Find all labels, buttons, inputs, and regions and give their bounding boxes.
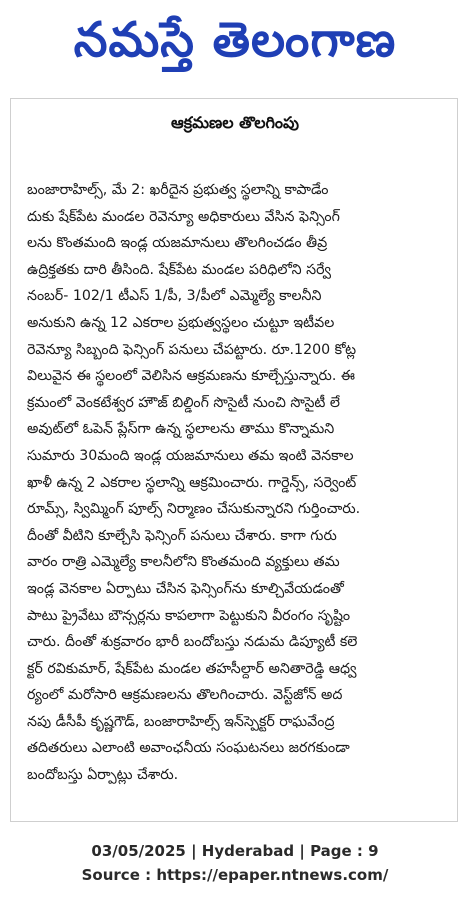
article-line: క్రమంలో వెంకటేశ్వర హౌజ్ బిల్డింగ్ సొసైటీ నుంచి సొసైటీ లే <box>27 394 340 411</box>
article-line: బందోబస్తు ఏర్పాట్లు చేశారు. <box>27 767 179 784</box>
article-line: దుకు షేక్‌పేట మండల రెవెన్యూ అధికారులు వేసిన ఫెన్సింగ్ <box>27 208 340 225</box>
news-clipping <box>10 98 458 822</box>
newspaper-masthead <box>0 0 470 92</box>
newspaper-logo-text: నమస్తే తెలంగాణ <box>73 12 397 68</box>
article-line: లను కొంతమంది ఇండ్ల యజమానులు తొలగించడం తీవ్ర <box>27 235 328 252</box>
article-line: ఇండ్ల వెనకాల ఏర్పాటు చేసిన ఫెన్సింగ్‌ను కూల్చివేయడంతో <box>27 580 344 597</box>
article-line: దీంతో వీటిని కూల్చేసి ఫెన్సింగ్ పనులు చేశారు. కాగా గురు <box>27 527 337 544</box>
article-line: ఉద్రిక్తతకు దారి తీసింది. షేక్‌పేట మండల పరిధిలోని సర్వే <box>27 261 332 278</box>
article-line: వారం రాత్రి ఎమ్మెల్యే కాలనీలోని కొంతమంది వ్యక్తులు తమ <box>27 554 340 571</box>
article-line: బంజారాహిల్స్, మే 2: ఖరీదైన ప్రభుత్వ స్థలాన్ని కాపాడేం <box>27 182 329 198</box>
article-line: అవుట్‌లో ఓపెన్ ప్లేస్‌గా ఉన్న స్థలాలను తాము కొన్నామని <box>27 421 335 438</box>
article-line: పాటు ప్రైవేటు బౌన్సర్లను కాపలాగా పెట్టుకుని వీరంగం సృష్టిం <box>27 607 351 624</box>
article-line: విలువైన ఈ స్థలంలో వెలిసిన ఆక్రమణను కూల్చేస్తున్నారు. ఈ <box>27 368 355 385</box>
article-line: నపు డీసీపీ కృష్ణగౌడ్, బంజారాహిల్స్ ఇన్‌స్పెక్టర్ రాఘవేంద్ర <box>27 713 335 730</box>
article-line: చారు. దీంతో శుక్రవారం భారీ బందోబస్తు నడుమ డిప్యూటీ కలె <box>27 634 358 651</box>
source-link[interactable]: Source : https://epaper.ntnews.com/ <box>81 866 389 884</box>
article-line: ఖాళీ ఉన్న 2 ఎకరాల స్థలాన్ని ఆక్రమించారు. గార్డెన్స్, సర్వెంట్ <box>27 474 357 491</box>
article-line: రూమ్స్, స్విమ్మింగ్ పూల్స్ నిర్మాణం చేసుకున్నారని గుర్తించారు. <box>27 501 361 518</box>
article-line: క్టర్ రవికుమార్, షేక్‌పేట మండల తహసీల్దార్ అనితారెడ్డి ఆధ్వ <box>27 660 357 677</box>
article-headline: ఆక్రమణల తొలగింపు <box>171 113 299 132</box>
article-line: ర్యంలో మరోసారి ఆక్రమణలను తొలగించారు. వెస్ట్‌జోన్ అద <box>27 687 343 704</box>
article-line: తదితరులు ఎలాంటి అవాంఛనీయ సంఘటనలు జరగకుండా <box>27 740 350 757</box>
article-line: సుమారు 30మంది ఇండ్ల యజమానులు తమ ఇంటి వెనకాల <box>27 447 354 464</box>
edition-info: 03/05/2025 | Hyderabad | Page : 9 <box>91 842 379 860</box>
article-body <box>27 177 451 789</box>
article-line: అనుకుని ఉన్న 12 ఎకరాల ప్రభుత్వస్థలం చుట్టూ ఇటీవల <box>27 314 335 331</box>
article-line: నంబర్- 102/1 టీఎస్ 1/పీ, 3/పీలో ఎమ్మెల్యే కాలనీని <box>27 288 322 305</box>
article-line: రెవెన్యూ సిబ్బంది ఫెన్సింగ్ పనులు చేపట్టారు. రూ.1200 కోట్ల <box>27 341 357 358</box>
